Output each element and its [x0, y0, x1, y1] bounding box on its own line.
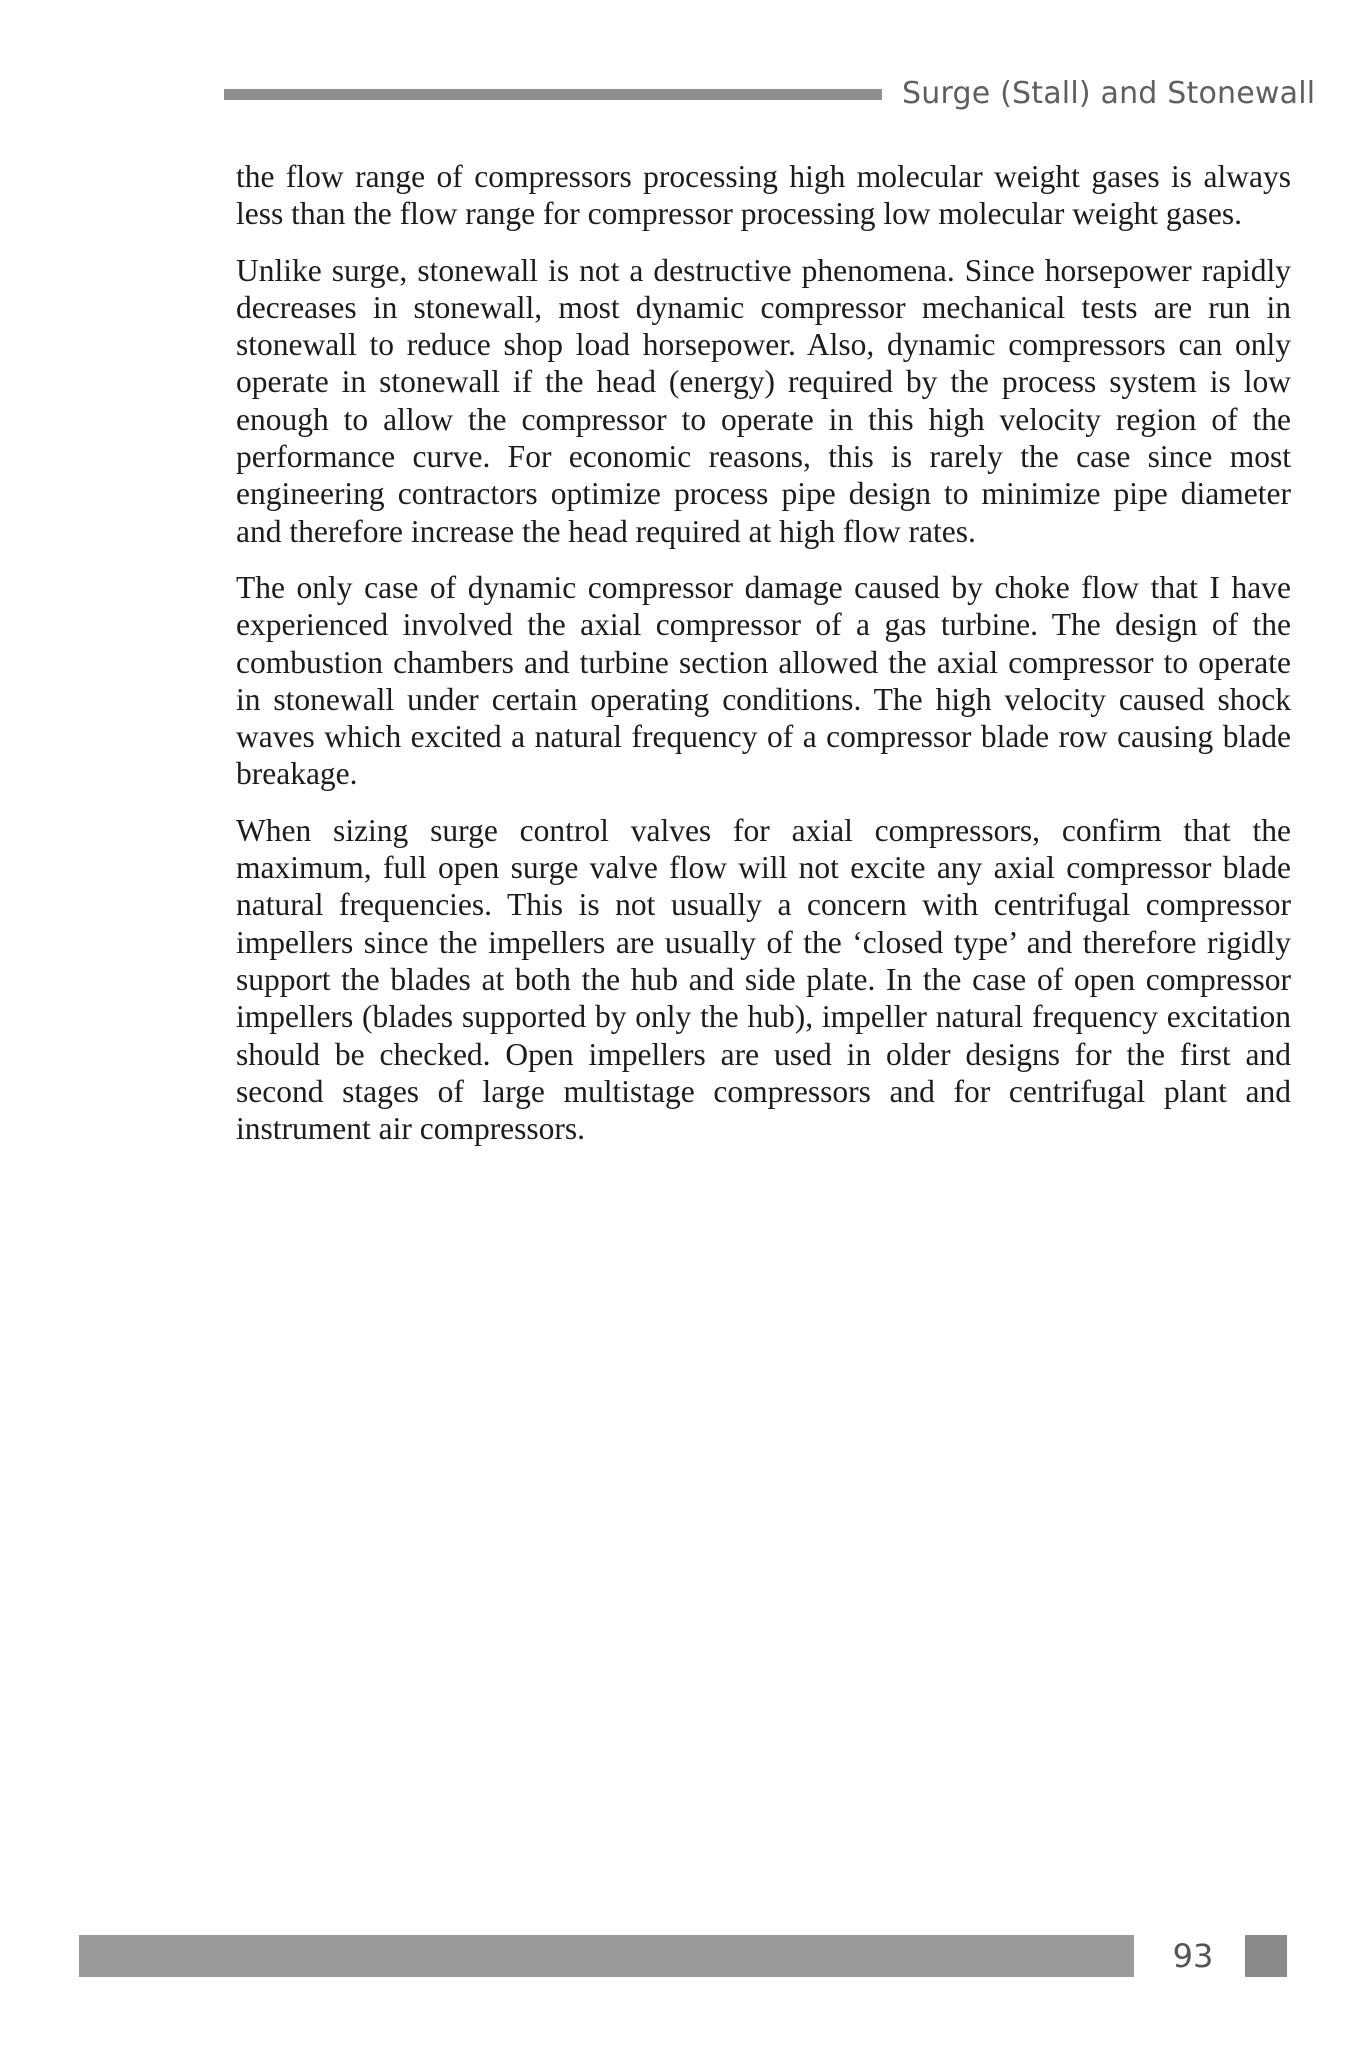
paragraph-4: When sizing surge control valves for axial compressors, confirm that the maximum, full open surge valve flow will not excite any axial compressor blade natural frequencies. This is not usually a concern with centrifugal compressor impellers since the impellers are usually of the ‘closed type’ and therefore rigidly support the blades at both the hub and side plate. In the case of open compressor impellers (blades supported by only the hub), impeller natural frequency excitation should be checked. Open impellers are used in older designs for the first and second stages of large multistage compressors and for centrifugal plant and instrument air compressors. — [236, 812, 1291, 1147]
paragraph-3: The only case of dynamic compressor damage caused by choke flow that I have experienced involved the axial compressor of a gas turbine. The design of the combustion chambers and turbine section allowed the axial compressor to operate in stonewall under certain operating conditions. The high velocity caused shock waves which excited a natural frequency of a compressor blade row causing blade breakage. — [236, 569, 1291, 792]
page-body — [236, 158, 1291, 1166]
paragraph-2: Unlike surge, stonewall is not a destructive phenomena. Since horsepower rapidly decreases in stonewall, most dynamic compressor mechanical tests are run in stonewall to reduce shop load horsepower. Also, dynamic compressors can only operate in stonewall if the head (energy) required by the process system is low enough to allow the compressor to operate in this high velocity region of the performance curve. For economic reasons, this is rarely the case since most engineering contractors optimize process pipe design to minimize pipe diameter and therefore increase the head required at high flow rates. — [236, 252, 1291, 549]
page-header — [224, 66, 1316, 122]
header-decorative-bar — [224, 89, 882, 100]
footer-decorative-bar — [79, 1935, 1134, 1977]
page-footer — [79, 1935, 1287, 1977]
page-number: 93 — [1172, 1937, 1214, 1975]
paragraph-1: the flow range of compressors processing high molecular weight gases is always less than the flow range for compressor processing low molecular weight gases. — [236, 159, 1291, 232]
footer-decorative-square — [1245, 1935, 1287, 1977]
running-head: Surge (Stall) and Stonewall — [902, 76, 1316, 111]
